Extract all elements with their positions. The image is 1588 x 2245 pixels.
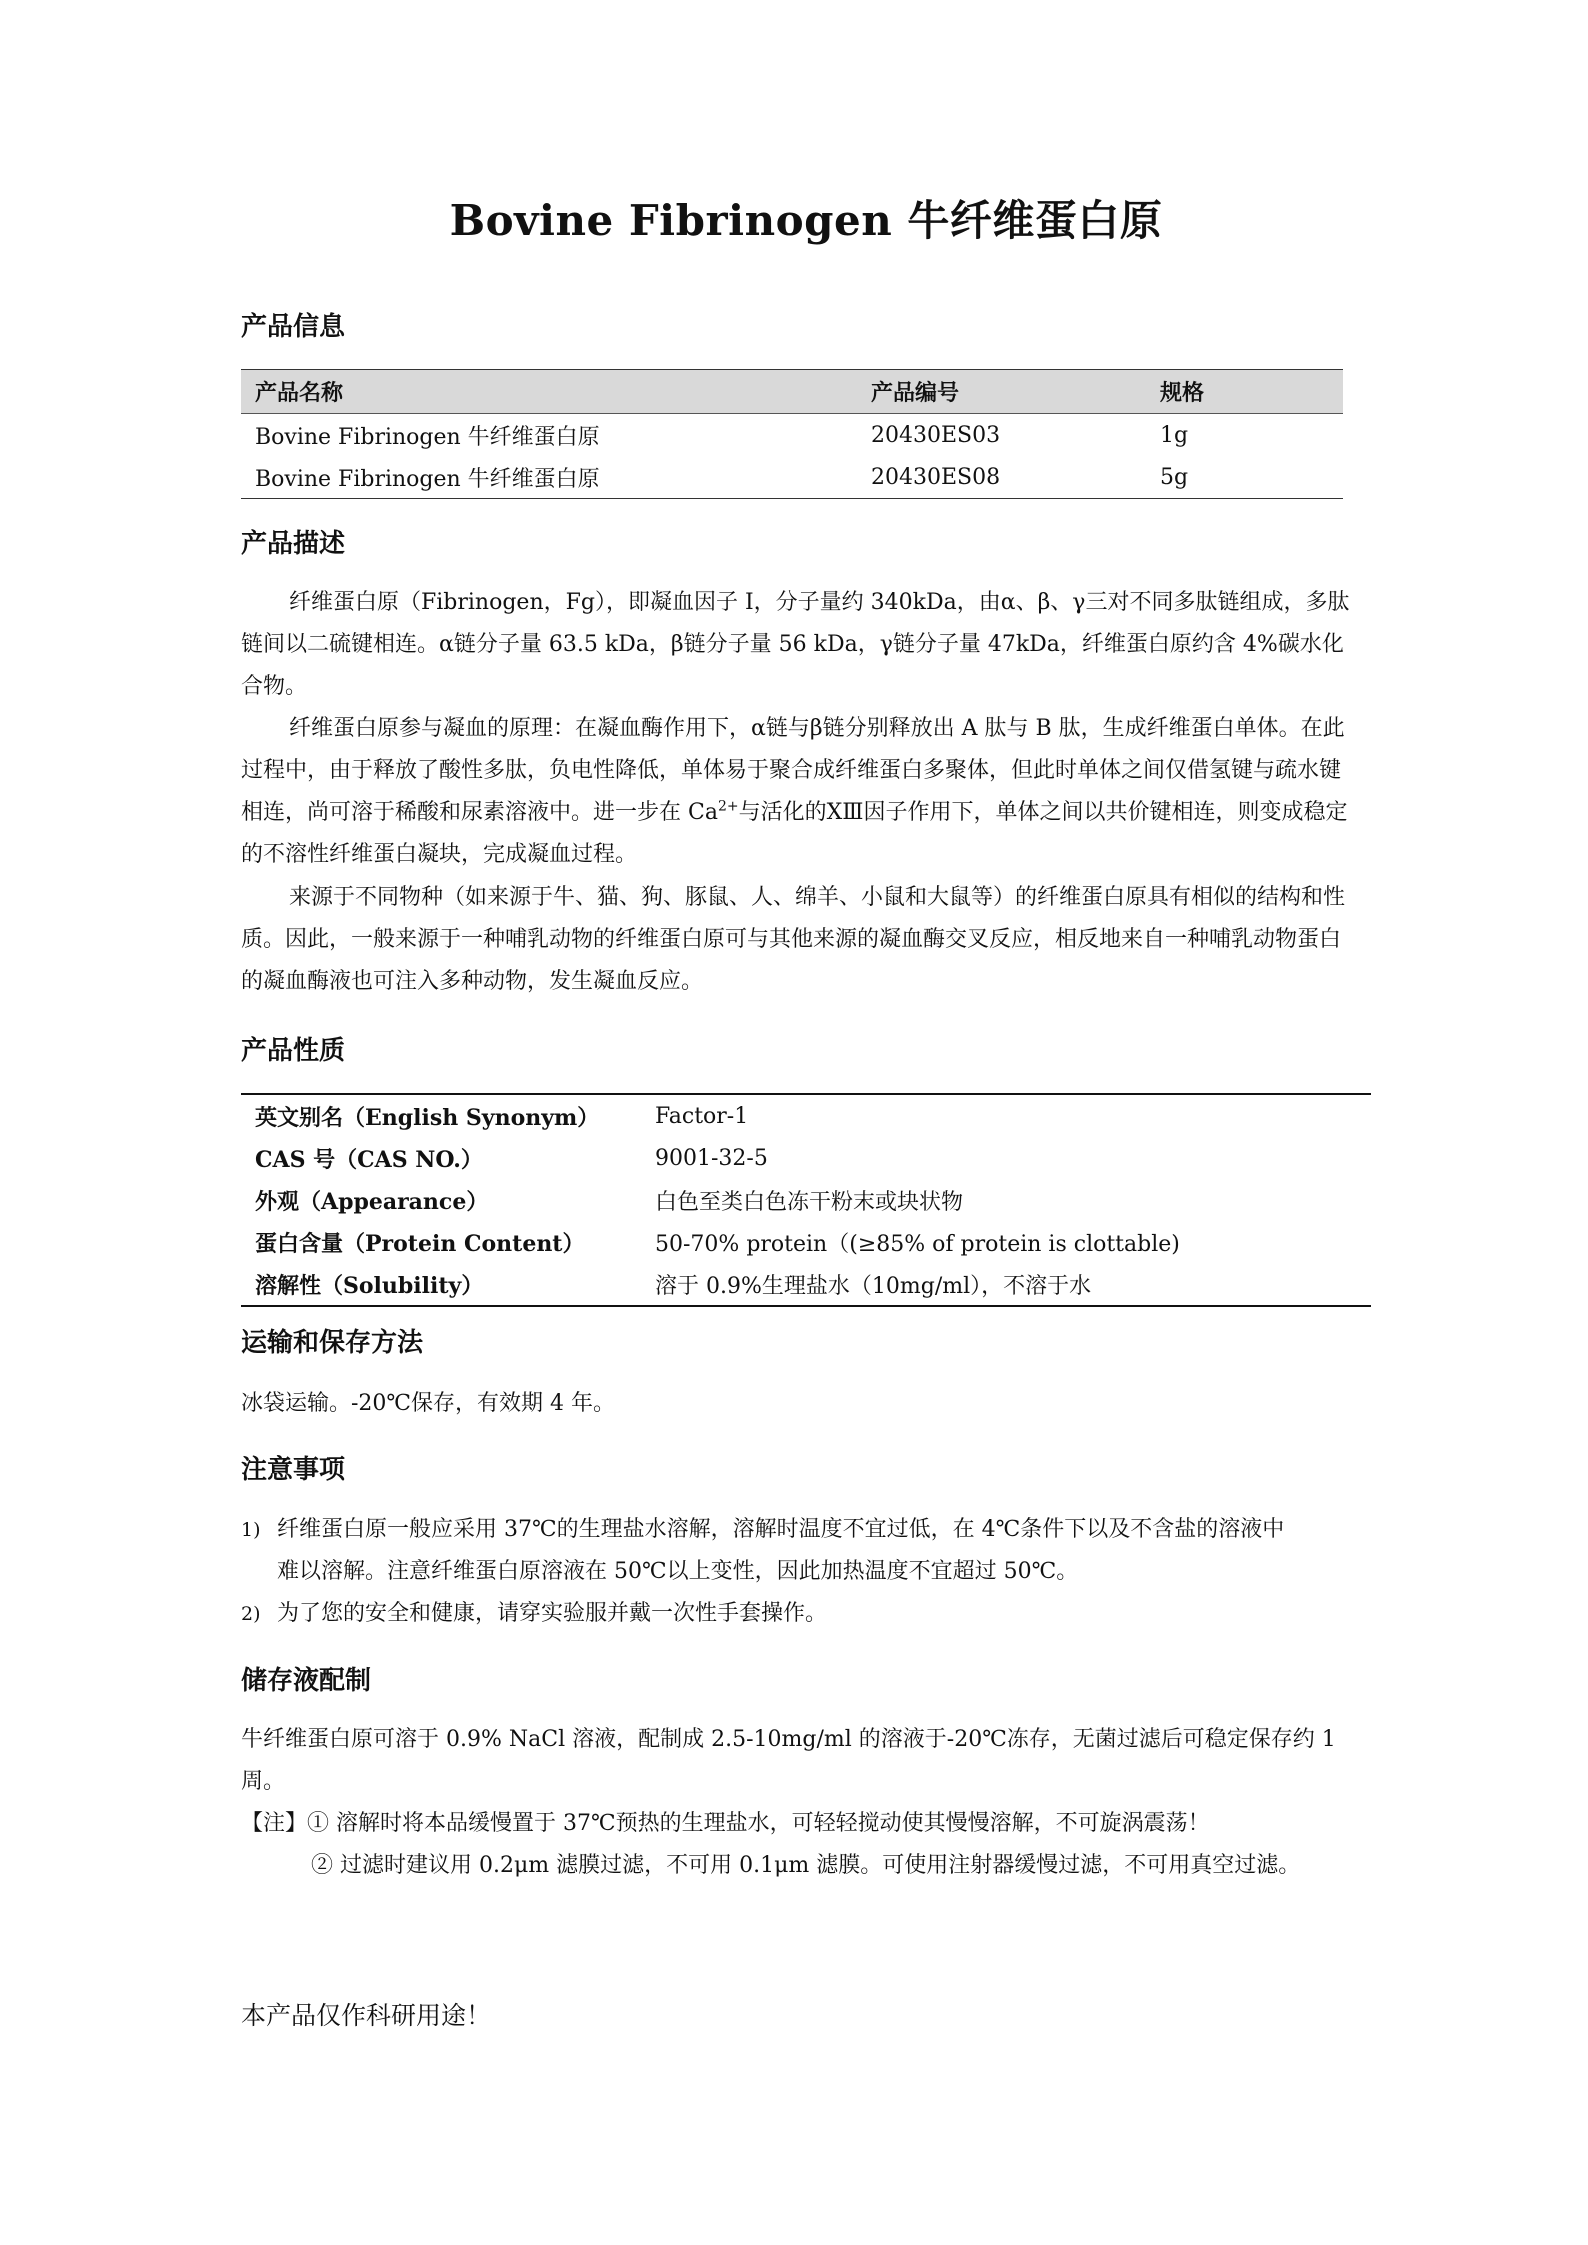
description-paragraph-3: 来源于不同物种（如来源于牛、猫、狗、豚鼠、人、绵羊、小鼠和大鼠等）的纤维蛋白原具有相似的结构和性质。因此，一般来源于一种哺乳动物的纤维蛋白原可与其他来源的凝血酶交叉反应，相反地来自一种哺乳动物蛋白的凝血酶液也可注入多种动物，发生凝血反应。 (241, 885, 1346, 994)
table-row (241, 1179, 1371, 1221)
property-value: Factor-1 (655, 1103, 749, 1129)
product-info-table (241, 369, 1343, 499)
table-row (241, 456, 1343, 499)
section-heading-description: 产品描述 (241, 529, 346, 559)
note-text: 纤维蛋白原一般应采用 37℃的生理盐水溶解，溶解时温度不宜过低，在 4℃条件下以及不含盐的溶液中 (277, 1517, 1285, 1542)
section-heading-notes: 注意事项 (241, 1455, 346, 1485)
description-paragraph-2 (241, 708, 1358, 876)
property-value: 9001-32-5 (655, 1145, 768, 1171)
product-properties-table (241, 1093, 1371, 1307)
table-cell: Bovine Fibrinogen 牛纤维蛋白原 (255, 466, 600, 492)
column-header: 规格 (1146, 370, 1343, 414)
table-header-row (241, 370, 1343, 414)
stock-text: 牛纤维蛋白原可溶于 0.9% NaCl 溶液，配制成 2.5-10mg/ml 的溶液于-20℃冻存，无菌过滤后可稳定保存约 1 周。 (241, 1727, 1336, 1794)
note-number: 2) (241, 1603, 261, 1625)
storage-text: 冰袋运输。-20℃保存，有效期 4 年。 (241, 1391, 616, 1416)
note-item-1-continued: 难以溶解。注意纤维蛋白原溶液在 50℃以上变性，因此加热温度不宜超过 50℃。 (277, 1559, 1079, 1584)
property-name: 溶解性（Solubility） (255, 1272, 484, 1299)
superscript: 2+ (717, 798, 739, 815)
section-heading-stock: 储存液配制 (241, 1666, 372, 1696)
description-paragraph-1: 纤维蛋白原（Fibrinogen，Fg），即凝血因子 I，分子量约 340kDa，由α、β、γ三对不同多肽链组成，多肽链间以二硫键相连。α链分子量 63.5 kDa，β链分子量 56 kDa，γ链分子量 47kDa，纤维蛋白原约含 4%碳水化合物。 (241, 590, 1350, 699)
note-item-1 (241, 1509, 1284, 1551)
table-cell: 1g (1160, 422, 1189, 448)
table-row (241, 1137, 1371, 1179)
property-value: 白色至类白色冻干粉末或块状物 (655, 1189, 964, 1215)
table-row (241, 1094, 1371, 1137)
property-name: 英文别名（English Synonym） (255, 1104, 600, 1131)
section-heading-storage: 运输和保存方法 (241, 1328, 424, 1358)
stock-note-2: ② 过滤时建议用 0.2μm 滤膜过滤，不可用 0.1μm 滤膜。可使用注射器缓慢过滤，不可用真空过滤。 (311, 1853, 1301, 1878)
table-cell: 20430ES08 (871, 464, 1001, 490)
table-row (241, 414, 1343, 457)
note-text: 为了您的安全和健康，请穿实验服并戴一次性手套操作。 (277, 1601, 828, 1626)
note-number: 1) (241, 1519, 261, 1541)
section-heading-info: 产品信息 (241, 312, 346, 342)
property-name: 外观（Appearance） (255, 1188, 489, 1215)
property-name: CAS 号（CAS NO.） (255, 1146, 483, 1173)
table-cell: 5g (1160, 464, 1189, 490)
document-title: Bovine Fibrinogen 牛纤维蛋白原 (449, 196, 1163, 245)
property-value: 50-70% protein（(≥85% of protein is clottable) (655, 1231, 1180, 1257)
section-heading-properties: 产品性质 (241, 1036, 346, 1066)
stock-note-1: 【注】① 溶解时将本品缓慢置于 37℃预热的生理盐水，可轻轻搅动使其慢慢溶解，不可旋涡震荡！ (241, 1811, 1210, 1836)
table-row (241, 1263, 1371, 1306)
paragraph-text: 与活化的ⅩⅢ因子作用下，单体之间以共价键相连，则变成稳定的不溶性纤维蛋白凝块，完成凝血过程。 (241, 800, 1348, 867)
table-cell: 20430ES03 (871, 422, 1001, 448)
paragraph-text: 纤维蛋白原参与凝血的原理：在凝血酶作用下，α链与β链分别释放出 A 肽与 B 肽，生成纤维蛋白单体。在此过程中，由于释放了酸性多肽，负电性降低，单体易于聚合成纤维蛋白多聚体，但此时单体之间仅借氢键与疏水键相连，尚可溶于稀酸和尿素溶液中。进一步在 Ca (241, 716, 1345, 825)
footer-disclaimer: 本产品仅作科研用途！ (241, 2001, 492, 2030)
column-header: 产品编号 (857, 370, 1146, 414)
note-item-2 (241, 1593, 827, 1635)
table-row (241, 1221, 1371, 1263)
property-value: 溶于 0.9%生理盐水（10mg/ml），不溶于水 (655, 1273, 1092, 1299)
property-name: 蛋白含量（Protein Content） (255, 1230, 585, 1257)
table-cell: Bovine Fibrinogen 牛纤维蛋白原 (255, 424, 600, 450)
column-header: 产品名称 (241, 370, 857, 414)
